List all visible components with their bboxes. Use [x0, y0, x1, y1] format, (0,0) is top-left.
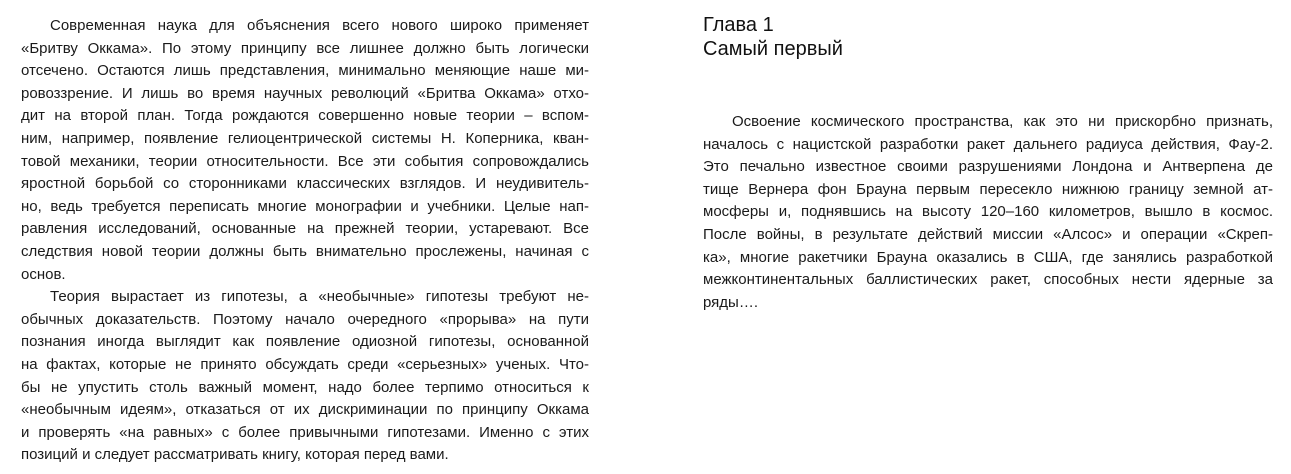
text-line: товой механики, теории относительности. Все эти события сопровождались — [21, 152, 589, 170]
text-line: основ. — [21, 265, 66, 283]
paragraph — [21, 286, 589, 467]
text-line: ним, например, появление гелиоцентрической системы Н. Коперника, кван- — [21, 129, 589, 147]
text-line: и проверять «на равных» с более привычными гипотезами. Именно с этих — [21, 423, 589, 441]
text-line: яростной борьбой со сторонниками классических взглядов. И неудивитель- — [21, 175, 589, 193]
text-line: мосферы и, поднявшись на высоту 120–160 километров, вышло в космос. — [703, 203, 1273, 221]
text-line: «Бритву Оккама». По этому принципу все лишнее должно быть логически — [21, 39, 589, 57]
text-line: дит на второй план. Тогда рождаются совершенно новые теории – вспом- — [21, 107, 589, 125]
text-line: Освоение космического пространства, как это ни прискорбно признать, — [732, 113, 1273, 130]
text-line: «необычным идеям», отказаться от их дискриминации по принципу Оккама — [21, 401, 589, 419]
text-line: После войны, в результате действий миссии «Алсос» и операции «Скреп- — [703, 225, 1273, 243]
text-line: тище Вернера фон Брауна первым пересекло нижнюю границу земной ат- — [703, 180, 1273, 198]
text-line: бы не упустить столь важный момент, надо более терпимо относиться к — [21, 378, 589, 396]
right-page — [703, 13, 1273, 314]
text-line: началось с нацистской разработки ракет дальнего радиуса действия, Фау-2. — [703, 135, 1273, 153]
text-line: равления исследований, основанные на прежней теории, устаревают. Все — [21, 220, 589, 238]
text-line: Это печально известное своими разрушениями Лондона и Антверпена де — [703, 158, 1273, 176]
text-line: межконтинентальных баллистических ракет, способных нести ядерные за — [703, 271, 1273, 289]
text-line: позиций и следует рассматривать книгу, которая перед вами. — [21, 446, 449, 464]
text-line: Современная наука для объяснения всего нового широко применяет — [50, 17, 589, 34]
chapter-title: Самый первый — [703, 38, 843, 60]
chapter-number: Глава 1 — [703, 14, 774, 36]
text-line: ряды…. — [703, 293, 758, 311]
text-line: следствия новой теории должны быть внимательно прослежены, начиная с — [21, 242, 589, 260]
text-line: познания иногда выглядит как появление одиозной гипотезы, основанной — [21, 333, 589, 351]
text-line: обычных доказательств. Поэтому начало очередного «прорыва» на пути — [21, 310, 589, 328]
text-line: но, ведь требуется переписать многие монографии и учебники. Целые нап- — [21, 197, 589, 215]
text-line: отсечено. Остаются лишь представления, минимально меняющие наше ми- — [21, 62, 589, 80]
chapter-heading — [703, 13, 1273, 61]
text-line: Теория вырастает из гипотезы, а «необычные» гипотезы требуют не- — [50, 288, 589, 306]
text-line: на фактах, которые не принято обсуждать среди «серьезных» ученых. Что- — [21, 355, 589, 373]
paragraph — [703, 111, 1273, 314]
text-line: ровоззрение. И лишь во время научных революций «Бритва Оккама» отхо- — [21, 84, 589, 102]
paragraph — [21, 15, 589, 286]
left-page — [21, 15, 589, 467]
text-line: ка», многие ракетчики Брауна оказались в США, где занялись разработкой — [703, 248, 1273, 266]
